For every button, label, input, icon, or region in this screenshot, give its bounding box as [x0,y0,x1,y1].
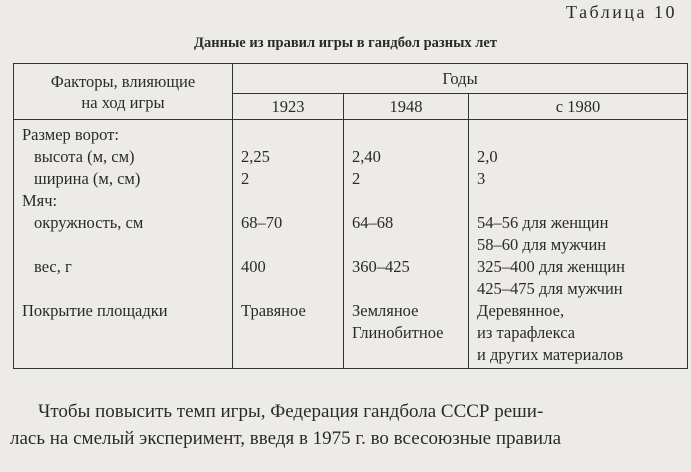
years-header: Годы [233,64,688,94]
factors-header [14,64,233,120]
value-1948-ball-weight: 360–425 [352,257,410,276]
factor-goal-size: Размер ворот: [22,125,119,144]
factors-column [14,120,233,369]
factor-blank [22,322,232,344]
value-1948-goal-width: 2 [352,169,361,188]
value-1923-ball-circumference: 68–70 [241,213,283,232]
year-header-1923: 1923 [233,94,344,120]
value-1948-court-surface-2: Глинобитное [352,323,444,342]
value-1948-goal-height: 2,40 [352,147,381,166]
factor-goal-height: высота (м, см) [34,147,135,166]
value-1923-blank [241,278,343,300]
year-header-1948: 1948 [344,94,469,120]
table-title: Данные из правил игры в гандбол разных лет [194,35,497,51]
value-1980-ball [477,190,687,212]
value-1980-weight-women: 325–400 для женщин [477,257,625,276]
value-1980-weight-men: 425–475 для мужчин [477,279,623,298]
column-1923 [233,120,344,369]
value-1923-court-surface: Травяное [241,301,306,320]
paragraph-line: Чтобы повысить темп игры, Федерация гандбола СССР реши- [38,401,544,422]
value-1948-ball-circumference: 64–68 [352,213,394,232]
factor-blank [22,278,232,300]
value-1923-goal-height: 2,25 [241,147,270,166]
factor-ball-weight: вес, г [34,257,72,276]
value-1980-circumference-men: 58–60 для мужчин [477,235,607,254]
body-paragraph [10,398,685,452]
value-1948-goal-size [352,124,468,146]
value-1948-ball [352,190,468,212]
rules-table [13,63,688,369]
year-header-1980: с 1980 [469,94,688,120]
value-1980-goal-size [477,124,687,146]
value-1923-goal-size [241,124,343,146]
value-1948-blank [352,278,468,300]
value-1980-court-surface: Деревянное, [477,301,565,320]
table-number: Таблица 10 [566,2,677,22]
value-1980-court-surface-3: и других материалов [477,345,624,364]
value-1948-court-surface: Земляное [352,301,419,320]
value-1980-court-surface-2: из тарафлекса [477,323,576,342]
paragraph-line: лась на смелый эксперимент, введя в 1975 г. во всесоюзные правила [10,428,561,449]
value-1923-goal-width: 2 [241,169,250,188]
value-1923-ball [241,190,343,212]
factor-goal-width: ширина (м, см) [34,169,141,188]
column-1948 [344,120,469,369]
value-1980-goal-height: 2,0 [477,147,498,166]
factor-ball: Мяч: [22,191,58,210]
factor-blank [22,344,232,366]
value-1923-blank [241,234,343,256]
value-1980-goal-width: 3 [477,169,486,188]
value-1980-circumference-women: 54–56 для женщин [477,213,609,232]
value-1948-blank [352,234,468,256]
factor-ball-circumference: окружность, см [34,213,144,232]
factor-blank [22,234,232,256]
table-body-row [14,120,688,369]
factors-header-line2: на ход игры [81,92,165,112]
value-1923-ball-weight: 400 [241,257,266,276]
factors-header-line1: Факторы, влияющие [50,71,196,91]
factor-court-surface: Покрытие площадки [22,301,168,320]
column-1980 [469,120,688,369]
